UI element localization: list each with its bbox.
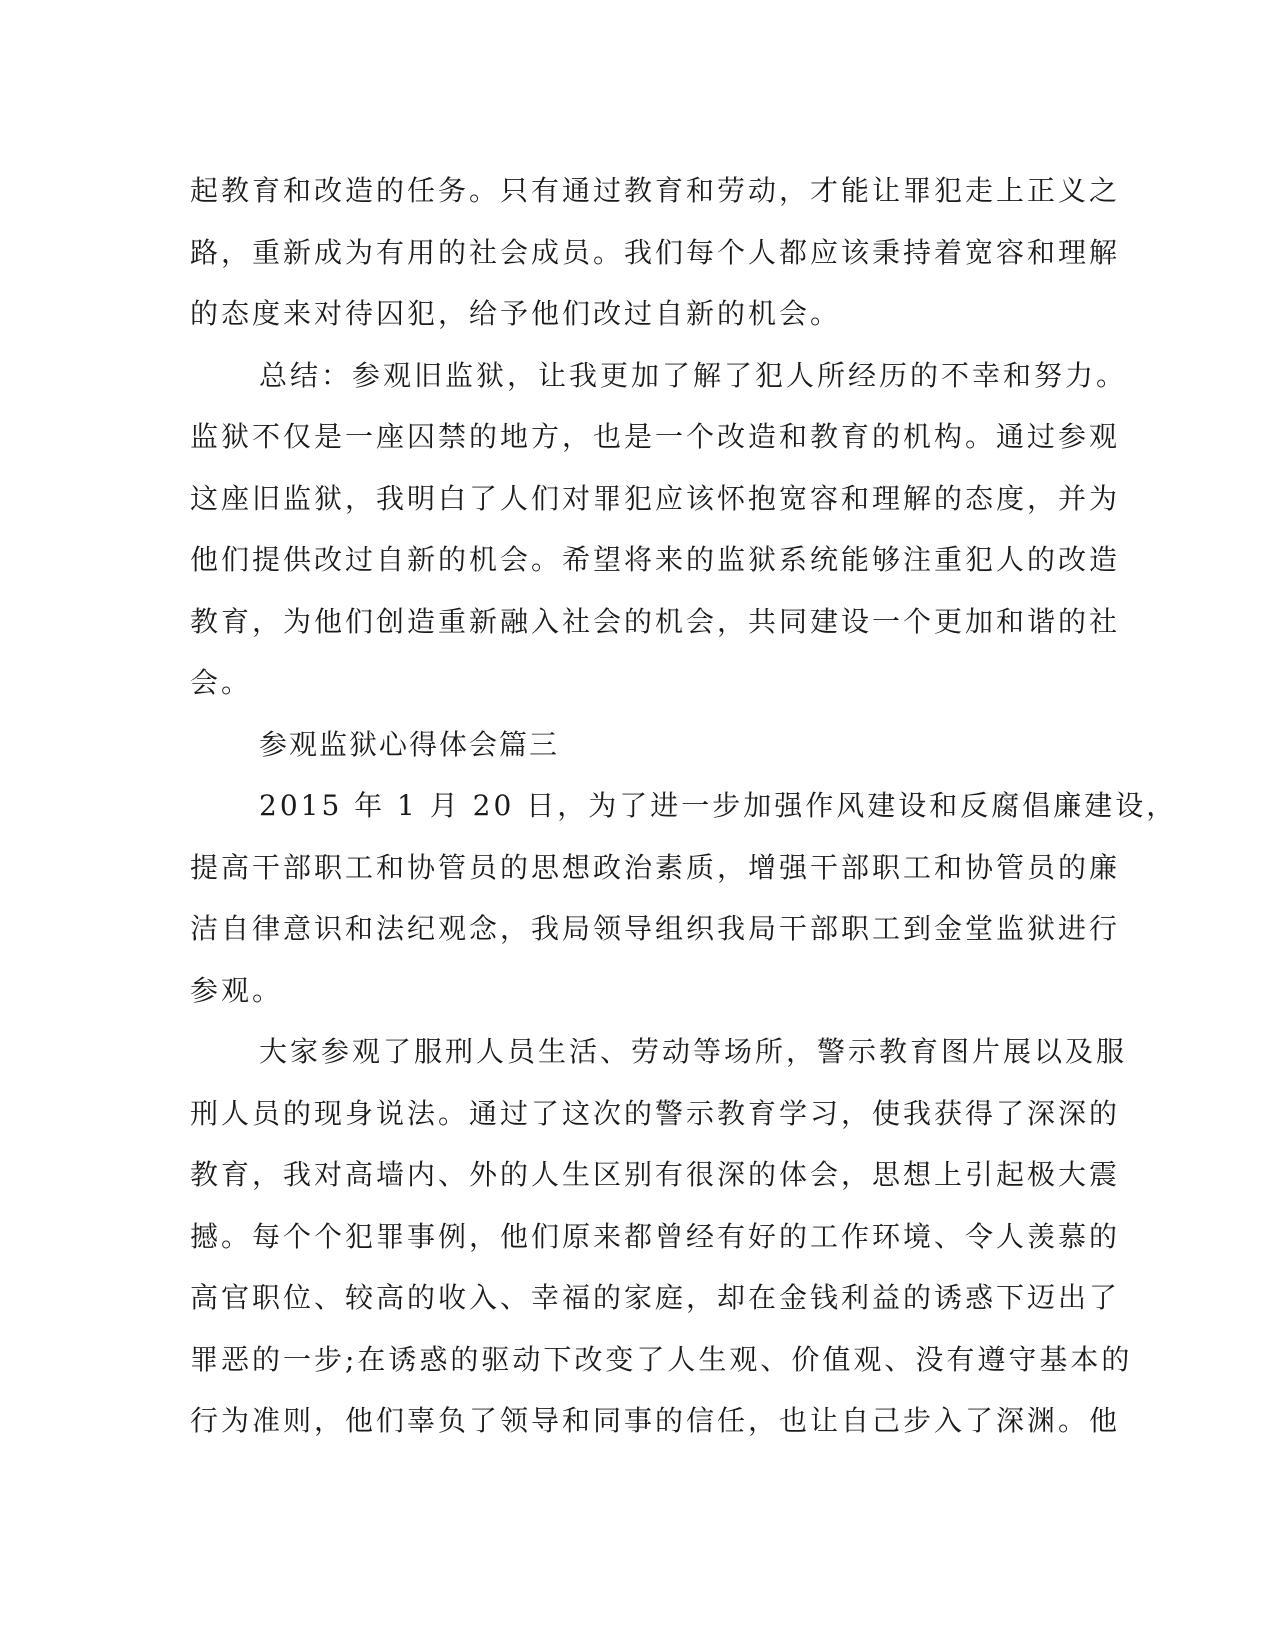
text-line: 路，重新成为有用的社会成员。我们每个人都应该秉持着宽容和理解 <box>190 235 1121 269</box>
text-line: 罪恶的一步;在诱惑的驱动下改变了人生观、价值观、没有遵守基本的 <box>190 1342 1133 1376</box>
text-line: 会。 <box>190 666 253 699</box>
text-line: 提高干部职工和协管员的思想政治素质，增强干部职工和协管员的廉 <box>190 850 1121 884</box>
text-line: 的态度来对待囚犯，给予他们改过自新的机会。 <box>190 297 842 330</box>
document-body <box>190 160 1178 1452</box>
paragraph-summary-start: 总结：参观旧监狱，让我更加了解了犯人所经历的不幸和努力。 <box>259 358 1128 392</box>
text-line: 教育，为他们创造重新融入社会的机会，共同建设一个更加和谐的社 <box>190 604 1121 638</box>
text-line: 行为准则，他们辜负了领导和同事的信任，也让自己步入了深渊。他 <box>190 1404 1121 1437</box>
text-line: 参观。 <box>190 973 284 1007</box>
text-line: 撼。每个个犯罪事例，他们原来都曾经有好的工作环境、令人羡慕的 <box>190 1219 1121 1253</box>
text-line: 刑人员的现身说法。通过了这次的警示教育学习，使我获得了深深的 <box>190 1096 1121 1130</box>
text-line: 起教育和改造的任务。只有通过教育和劳动，才能让罪犯走上正义之 <box>190 174 1121 207</box>
text-line: 监狱不仅是一座囚禁的地方，也是一个改造和教育的机构。通过参观 <box>190 420 1121 453</box>
text-line: 这座旧监狱，我明白了人们对罪犯应该怀抱宽容和理解的态度，并为 <box>190 481 1121 515</box>
section-heading: 参观监狱心得体会篇三 <box>259 727 560 761</box>
text-line: 他们提供改过自新的机会。希望将来的监狱系统能够注重犯人的改造 <box>190 543 1121 576</box>
text-line: 教育，我对高墙内、外的人生区别有很深的体会，思想上引起极大震 <box>190 1158 1121 1191</box>
text-line: 洁自律意识和法纪观念，我局领导组织我局干部职工到金堂监狱进行 <box>190 912 1121 945</box>
paragraph-date-start: 2015 年 1 月 20 日，为了进一步加强作风建设和反腐倡廉建设， <box>259 789 1178 822</box>
text-line: 高官职位、较高的收入、幸福的家庭，却在金钱利益的诱惑下迈出了 <box>190 1281 1121 1314</box>
paragraph-visit-start: 大家参观了服刑人员生活、劳动等场所，警示教育图片展以及服 <box>259 1035 1128 1068</box>
